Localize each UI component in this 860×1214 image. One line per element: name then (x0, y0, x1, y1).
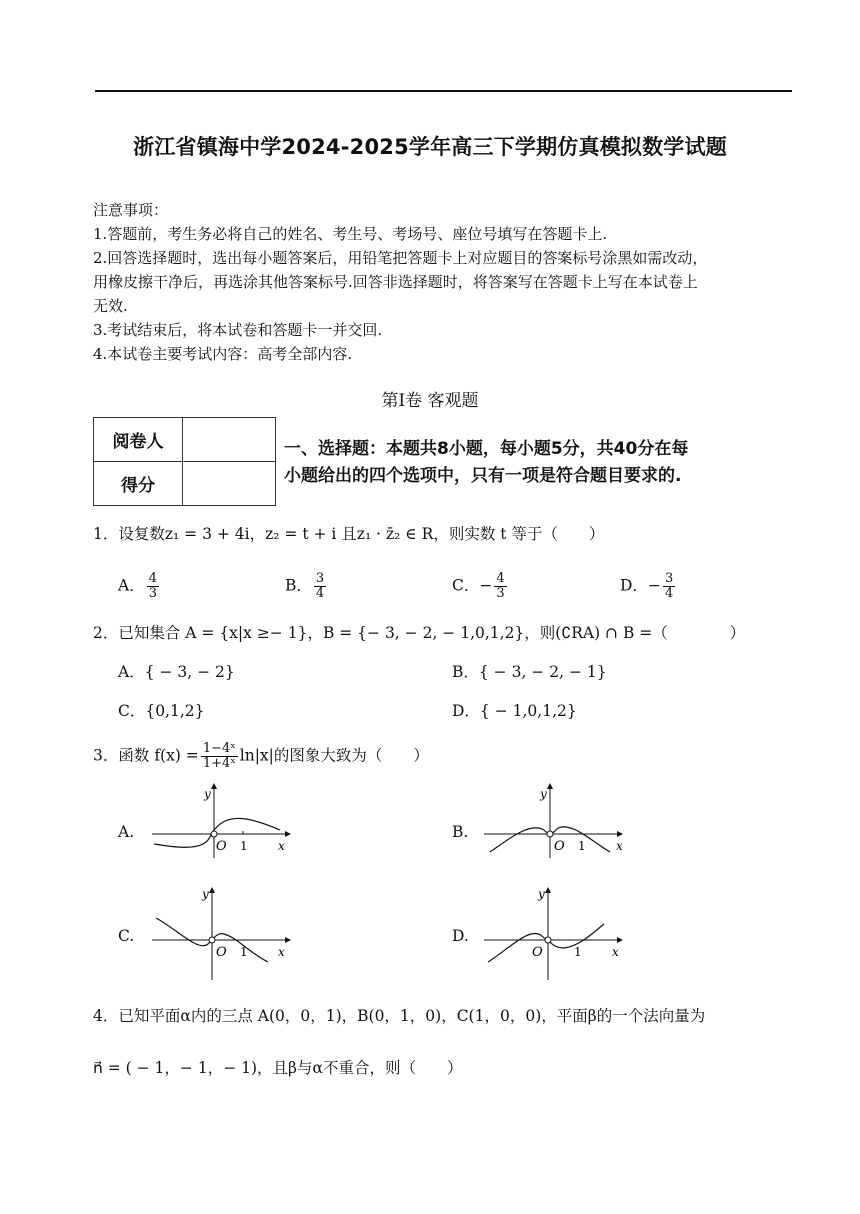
note-line: 1.答题前，考生务必将自己的姓名、考生号、考场号、座位号填写在答题卡上. (93, 225, 608, 243)
option-label: D． (620, 576, 648, 595)
section-instructions (284, 436, 794, 490)
svg-text:O: O (554, 839, 565, 854)
svg-text:1: 1 (578, 839, 586, 853)
svg-text:1: 1 (574, 945, 582, 959)
question-4-line1: 4．已知平面α内的三点 A(0，0，1)，B(0，1，0)，C(1，0，0)，平面β的一个法向量为 (93, 1007, 706, 1025)
question-2: 2．已知集合 A = {x|x ≥− 1}，B = {− 3, − 2, − 1,0,1,2}，则(∁RA) ∩ B =（ ） (93, 624, 746, 642)
note-line: 4.本试卷主要考试内容：高考全部内容. (93, 345, 353, 363)
svg-text:x: x (612, 945, 619, 959)
svg-text:O: O (532, 945, 543, 960)
question-4-line2: n⃗ = ( − 1，− 1，− 1)，且β与α不重合，则（ ） (93, 1059, 463, 1077)
svg-text:x: x (616, 839, 623, 853)
instructions-line: 一、选择题：本题共8小题，每小题5分，共40分在每 (284, 439, 689, 459)
q1-option-b: B． $\frac{3}{4}$ (285, 571, 325, 601)
page-title: 浙江省镇海中学2024-2025学年高三下学期仿真模拟数学试题 (133, 135, 727, 159)
q2-option-a: A．{ − 3, − 2} (118, 663, 235, 681)
graph-c (148, 882, 298, 982)
q2-option-b: B．{ − 3, − 2, − 1} (452, 663, 607, 681)
svg-text:O: O (216, 839, 227, 854)
option-label: C． (452, 576, 480, 595)
q2-option-c: C．{0,1,2} (118, 702, 205, 720)
svg-text:1: 1 (240, 839, 248, 853)
reviewer-field[interactable] (183, 418, 276, 462)
question-1: 1．设复数z₁ = 3 + 4i，z₂ = t + i 且z₁ · z̄₂ ∈ R，则实数 t 等于（ ） (93, 525, 605, 543)
q1-option-c: C．− $\frac{4}{3}$ (452, 571, 505, 601)
score-field[interactable] (183, 462, 276, 506)
note-line: 无效. (93, 297, 128, 315)
score-label: 得分 (94, 462, 183, 506)
q3-option-a: A. (118, 823, 135, 841)
option-label: B． (285, 576, 312, 595)
svg-text:x: x (278, 945, 285, 959)
q1-option-d: D．− $\frac{3}{4}$ (620, 571, 674, 601)
q1-option-a: A． $\frac{4}{3}$ (118, 571, 157, 601)
svg-text:y: y (540, 787, 547, 801)
section-heading: 第Ⅰ卷 客观题 (381, 391, 479, 411)
svg-text:O: O (216, 945, 227, 960)
graph-d (480, 882, 630, 982)
question-3: 3．函数 f(x) = $\frac{\text{1−4ˣ}}{\text{1+4ˣ}}$ ln|x|的图象大致为（ ） (93, 741, 429, 771)
instructions-line: 小题给出的四个选项中，只有一项是符合题目要求的. (284, 466, 682, 486)
option-label: A． (118, 576, 145, 595)
svg-text:y: y (538, 887, 545, 901)
note-line: 用橡皮擦干净后，再选涂其他答案标号.回答非选择题时，将答案写在答题卡上写在本试卷上 (93, 273, 698, 291)
score-table (93, 417, 276, 506)
q3-option-b: B. (452, 823, 469, 841)
q2-option-d: D．{ − 1,0,1,2} (452, 702, 577, 720)
q3-option-d: D. (452, 927, 469, 945)
svg-text:y: y (202, 887, 209, 901)
graph-a (148, 778, 298, 860)
graph-b (480, 778, 630, 860)
svg-text:x: x (278, 839, 285, 853)
notes (93, 198, 795, 366)
svg-text:1: 1 (240, 945, 248, 959)
q3-option-c: C. (118, 927, 135, 945)
notes-heading: 注意事项： (93, 201, 169, 219)
note-line: 3.考试结束后，将本试卷和答题卡一并交回. (93, 321, 383, 339)
svg-text:y: y (204, 787, 211, 801)
note-line: 2.回答选择题时，选出每小题答案后，用铅笔把答题卡上对应题目的答案标号涂黑如需改动， (93, 249, 708, 267)
reviewer-label: 阅卷人 (94, 418, 183, 462)
top-rule (95, 90, 792, 92)
